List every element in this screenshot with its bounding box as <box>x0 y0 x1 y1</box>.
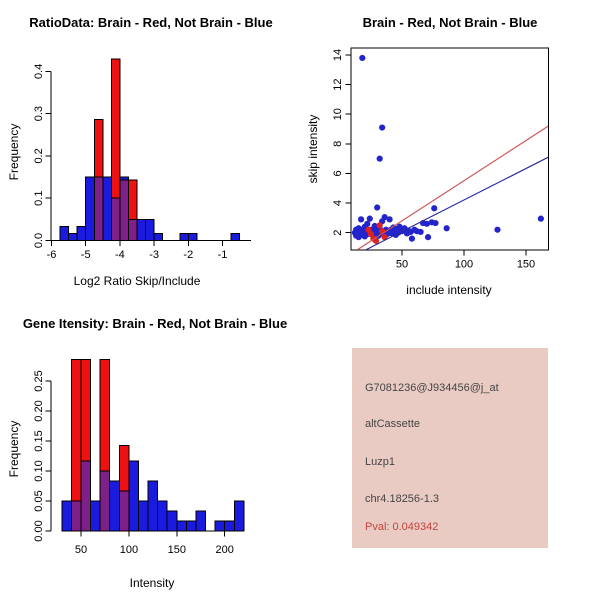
hist-bar-blue <box>137 219 146 240</box>
hist-bar-blue <box>62 501 72 531</box>
pval-text: Pval: 0.049342 <box>365 521 439 533</box>
hist-bar-blue <box>234 501 244 531</box>
scatter-point <box>409 236 415 242</box>
scatter-title: Brain - Red, Not Brain - Blue <box>362 15 538 30</box>
hist-bar-blue <box>129 461 139 531</box>
svg-text:150: 150 <box>167 544 186 556</box>
svg-text:150: 150 <box>516 258 536 271</box>
svg-text:6: 6 <box>332 170 344 177</box>
hist-bar-blue <box>77 226 86 240</box>
scatter-point <box>374 204 380 210</box>
svg-text:-1: -1 <box>217 249 228 261</box>
hist-bar-blue <box>110 481 120 531</box>
scatter-ylabel: skip intensity <box>306 114 320 184</box>
hist-bar-overlap <box>128 219 137 240</box>
gene-hist-ylabel: Frequency <box>7 420 21 478</box>
event-type-text: altCassette <box>365 418 421 430</box>
scatter-point <box>538 216 544 222</box>
hist-bar-blue <box>138 501 148 531</box>
svg-text:0.25: 0.25 <box>33 370 45 392</box>
hist-bar-blue <box>180 233 189 240</box>
svg-text:0.0: 0.0 <box>33 232 45 249</box>
intensity-scatter <box>332 48 548 271</box>
svg-text:10: 10 <box>332 108 344 121</box>
svg-text:14: 14 <box>332 48 344 62</box>
svg-text:-6: -6 <box>46 249 57 261</box>
hist-bar-overlap <box>81 461 91 531</box>
hist-bar-blue <box>146 219 155 240</box>
hist-bar-blue <box>188 233 197 240</box>
scatter-point <box>367 216 373 222</box>
hist-bar-blue <box>167 511 177 531</box>
hist-bar-blue <box>91 501 101 531</box>
svg-text:0.00: 0.00 <box>33 520 45 542</box>
hist-bar-blue <box>86 177 95 240</box>
scatter-point <box>425 234 431 240</box>
hist-bar-blue <box>158 501 168 531</box>
scatter-point <box>431 205 437 211</box>
scatter-point <box>377 156 383 162</box>
hist-bar-overlap <box>119 491 129 531</box>
hist-bar-blue <box>196 511 206 531</box>
hist-bar-blue <box>60 226 69 240</box>
svg-text:100: 100 <box>119 544 139 556</box>
svg-text:-3: -3 <box>149 249 159 261</box>
fit-line <box>357 126 548 250</box>
svg-text:2: 2 <box>332 229 344 236</box>
svg-text:12: 12 <box>332 78 344 91</box>
svg-text:0.3: 0.3 <box>33 105 45 122</box>
gene-hist-xlabel: Intensity <box>129 576 175 590</box>
hist-bar-blue <box>69 233 78 240</box>
hist-bar-overlap <box>100 471 110 531</box>
svg-text:0.10: 0.10 <box>33 460 45 482</box>
hist-bar-overlap <box>71 501 81 531</box>
scatter-point <box>358 216 364 222</box>
hist-bar-blue <box>177 521 187 531</box>
svg-text:0.4: 0.4 <box>33 63 45 79</box>
hist-bar-overlap <box>120 180 129 240</box>
svg-text:-2: -2 <box>183 249 194 261</box>
scatter-point <box>377 222 383 228</box>
scatter-point <box>418 229 424 235</box>
ratio-hist-xlabel: Log2 Ratio Skip/Include <box>73 274 201 288</box>
hist-bar-blue <box>103 177 112 240</box>
svg-text:4: 4 <box>332 200 344 207</box>
hist-bar-overlap <box>94 177 103 240</box>
svg-text:-4: -4 <box>115 249 125 261</box>
svg-text:0.15: 0.15 <box>33 430 45 452</box>
svg-text:0.05: 0.05 <box>33 490 45 512</box>
scatter-point <box>444 225 450 231</box>
scatter-point <box>432 220 438 226</box>
hist-bar-blue <box>186 521 196 531</box>
ratio-hist-ylabel: Frequency <box>7 123 21 181</box>
svg-text:0.20: 0.20 <box>33 400 45 422</box>
scatter-xlabel: include intensity <box>406 283 492 297</box>
svg-text:50: 50 <box>395 258 409 271</box>
ratio-histogram <box>33 59 251 261</box>
gene-name-text: Luzp1 <box>365 456 395 468</box>
svg-text:0.1: 0.1 <box>33 190 45 206</box>
info-box <box>352 348 548 548</box>
scatter-point <box>494 227 500 233</box>
hist-bar-blue <box>215 521 225 531</box>
svg-text:-5: -5 <box>80 249 91 261</box>
scatter-point <box>359 55 365 61</box>
hist-bar-blue <box>231 233 240 240</box>
scatter-point <box>387 216 393 222</box>
gene-histogram <box>33 360 244 556</box>
svg-text:0.2: 0.2 <box>33 148 45 164</box>
fit-line <box>366 157 548 250</box>
svg-text:8: 8 <box>332 140 344 147</box>
hist-bar-blue <box>225 521 235 531</box>
svg-text:200: 200 <box>215 544 234 556</box>
gene-hist-title: Gene Itensity: Brain - Red, Not Brain - Blue <box>22 316 288 331</box>
svg-text:100: 100 <box>454 258 474 271</box>
hist-bar-blue <box>148 481 158 531</box>
svg-text:50: 50 <box>74 544 88 556</box>
scatter-point <box>379 124 385 130</box>
location-text: chr4.18256-1.3 <box>365 493 439 505</box>
ratio-hist-title: RatioData: Brain - Red, Not Brain - Blue <box>29 15 273 30</box>
hist-bar-blue <box>154 233 163 240</box>
probe-id-text: G7081236@J934456@j_at <box>365 382 499 394</box>
hist-bar-overlap <box>111 198 120 240</box>
